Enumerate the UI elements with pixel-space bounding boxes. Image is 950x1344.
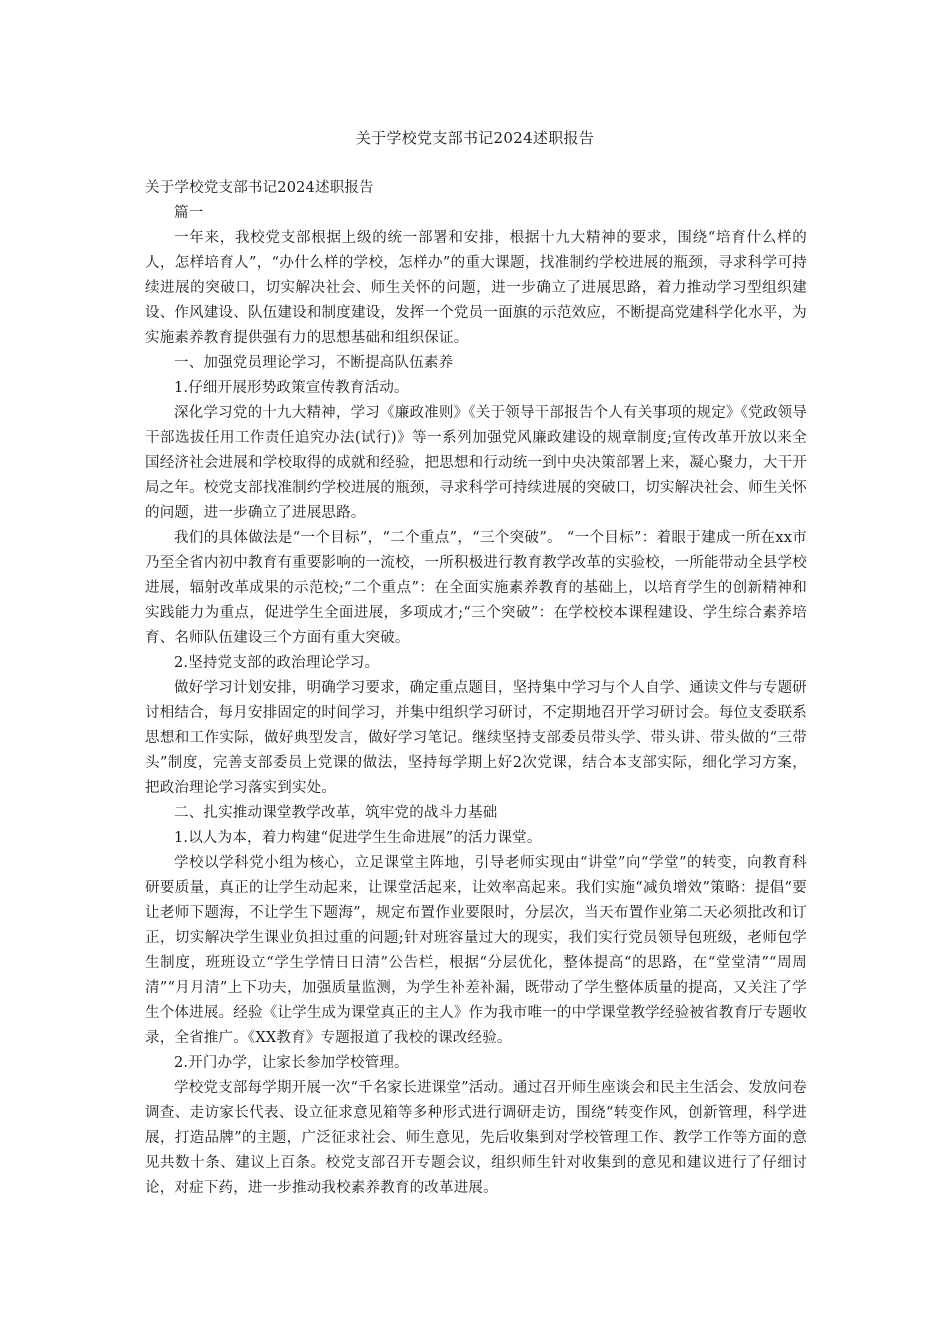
document-title: 关于学校党支部书记2024述职报告 xyxy=(355,129,595,147)
paragraph: 一年来，我校党支部根据上级的统一部署和安排，根据十九大精神的要求，围绕“培育什么样的人，怎样培育人”，“办什么样的学校，怎样办”的重大课题，找准制约学校进展的瓶颈，寻求科学可持续进展的突破口，切实解决社会、师生关怀的问题，进一步确立了进展思路，着力推动学习型组织建设、作风建设、队伍建设和制度建设，发挥一个党员一面旗的示范效应，不断提高党建科学化水平，为实施素养教育提供强有力的思想基础和组织保证。 xyxy=(145,230,807,346)
document-subtitle: 关于学校党支部书记2024述职报告 xyxy=(145,180,374,196)
subsection-heading: 1.以人为本，着力构建“促进学生生命进展”的活力课堂。 xyxy=(174,830,542,846)
section-label: 篇一 xyxy=(174,205,204,221)
paragraph: 深化学习党的十九大精神，学习《廉政准则》《关于领导干部报告个人有关事项的规定》《党政领导干部选拔任用工作责任追究办法(试行)》等一系列加强党风廉政建设的规章制度;宣传改革开放以来全国经济社会进展和学校取得的成就和经验，把思想和行动统一到中央决策部署上来，凝心聚力，大干开局之年。校党支部找准制约学校进展的瓶颈，寻求科学可持续进展的突破口，切实解决社会、师生关怀的问题，进一步确立了进展思路。 xyxy=(145,405,807,521)
subsection-heading: 1.仔细开展形势政策宣传教育活动。 xyxy=(174,380,409,396)
document-body xyxy=(145,176,807,1201)
paragraph: 学校党支部每学期开展一次“千名家长进课堂”活动。通过召开师生座谈会和民主生活会、发放问卷调查、走访家长代表、设立征求意见箱等多种形式进行调研走访，围绕“转变作风，创新管理，科学进展，打造品牌”的主题，广泛征求社会、师生意见，先后收集到对学校管理工作、教学工作等方面的意见共数十条、建议上百条。校党支部召开专题会议，组织师生针对收集到的意见和建议进行了仔细讨论，对症下药，进一步推动我校素养教育的改革进展。 xyxy=(145,1080,807,1196)
paragraph: 做好学习计划安排，明确学习要求，确定重点题目，坚持集中学习与个人自学、通读文件与专题研讨相结合，每月安排固定的时间学习，并集中组织学习研讨，不定期地召开学习研讨会。每位支委联系思想和工作实际，做好典型发言，做好学习笔记。继续坚持支部委员带头学、带头讲、带头做的“三带头”制度，完善支部委员上党课的做法，坚持每学期上好2次党课，结合本支部实际，细化学习方案，把政治理论学习落实到实处。 xyxy=(145,680,807,796)
paragraph: 我们的具体做法是“一个目标”，“二个重点”，“三个突破”。 “一个目标”：着眼于建成一所在xx市乃至全省内初中教育有重要影响的一流校，一所积极进行教育教学改革的实验校，一所能带动全县学校进展，辐射改革成果的示范校;“二个重点”：在全面实施素养教育的基础上，以培育学生的创新精神和实践能力为重点，促进学生全面进展，多项成才;“三个突破”：在学校校本课程建设、学生综合素养培育、名师队伍建设三个方面有重大突破。 xyxy=(145,530,807,646)
paragraph: 学校以学科党小组为核心，立足课堂主阵地，引导老师实现由“讲堂”向“学堂”的转变，向教育科研要质量，真正的让学生动起来，让课堂活起来，让效率高起来。我们实施“减负增效”策略：提倡“要让老师下题海，不让学生下题海”，规定布置作业要限时，分层次，当天布置作业第二天必须批改和订正，切实解决学生课业负担过重的问题;针对班容量过大的现实，我们实行党员领导包班级，老师包学生制度，班班设立“学生学情日日清”公告栏，根据“分层优化，整体提高“的思路，在“堂堂清”“周周清”“月月清”上下功夫，加强质量监测，为学生补差补漏，既带动了学生整体质量的提高，又关注了学生个体进展。经验《让学生成为课堂真正的主人》作为我市唯一的中学课堂教学经验被省教育厅专题收录，全省推广。《XX教育》专题报道了我校的课改经验。 xyxy=(145,855,807,1046)
section-heading: 一、加强党员理论学习，不断提高队伍素养 xyxy=(174,355,454,371)
subsection-heading: 2.开门办学，让家长参加学校管理。 xyxy=(174,1055,409,1071)
section-heading: 二、扎实推动课堂教学改革，筑牢党的战斗力基础 xyxy=(174,805,498,821)
subsection-heading: 2.坚持党支部的政治理论学习。 xyxy=(174,655,380,671)
